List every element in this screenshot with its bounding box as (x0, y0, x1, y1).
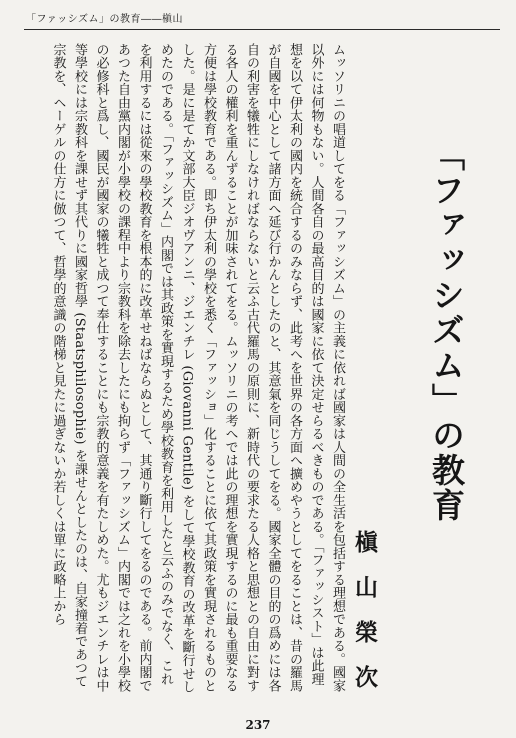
header-rule (24, 29, 500, 30)
page-number: 237 (245, 718, 271, 732)
article-author: 槇山榮次 (351, 530, 378, 710)
article-title: 「ファッシズム」の教育 (427, 138, 466, 523)
running-header: 「ファッシズム」の教育――槇山 (26, 14, 183, 25)
body-paragraph: ムッソリニの唱道してをる「ファッシズム」の主義に依れば國家は人間の全生活を包括する理想である。國家以外には何物もない。人間各自の最高目的は國家に依て決定せらるべきものである。「ファッシスト」は此理想を以て伊太利の國内を統合するのみならず、此考へを世界の各方面へ擴めやうとしてをることは、昔の羅馬が自國を中心として諸方面へ延び行かんとしたのと、其意氣を同じうしてをる。國家全體の目的の爲めには各自の利害を犧牲にしなければならないと云ふ古代羅馬の原則に、新時代の要求たる人格と思想との自由に對する各人の權利を重んずることが加味されてをる。ムッソリニの考へでは此の理想を實現するのに最も重要なる方便は學校教育である。即ち伊太利の學校を悉く「ファッショ」化することに依て其政策を實現されるものとした。是に是てか文部大臣ジオヴアンニ、ジエンチレ (Giovanni Gentile) をして學校教育の改革を斷行せしめたのである。「ファッシズム」内閣では其政策を實現するため學校教育を利用したと云ふのみでなく、これを利用するには從來の學校教育を根本的に改革せねばならぬとして、其通り斷行してをるのである。前内閣であつた自由黨内閣が小學校の課程中より宗教科を除去したにも拘らず「ファッシズム」内閣では之れを小學校の必修科と爲し、國民が國家の犧牲と成つて奉仕することにも宗教的意義を有たしめた。尤もジエンチレは中等學校には宗教科を課せず其代りに國家哲學 (Staatsphilosophie) を課せんとしたのは、自家撞着であつて宗教を、ヘーゲルの仕方に倣つて、哲學的意識の階梯と見たに過ぎないか若しくは單に政略上から (50, 43, 345, 694)
article-body (26, 43, 348, 698)
